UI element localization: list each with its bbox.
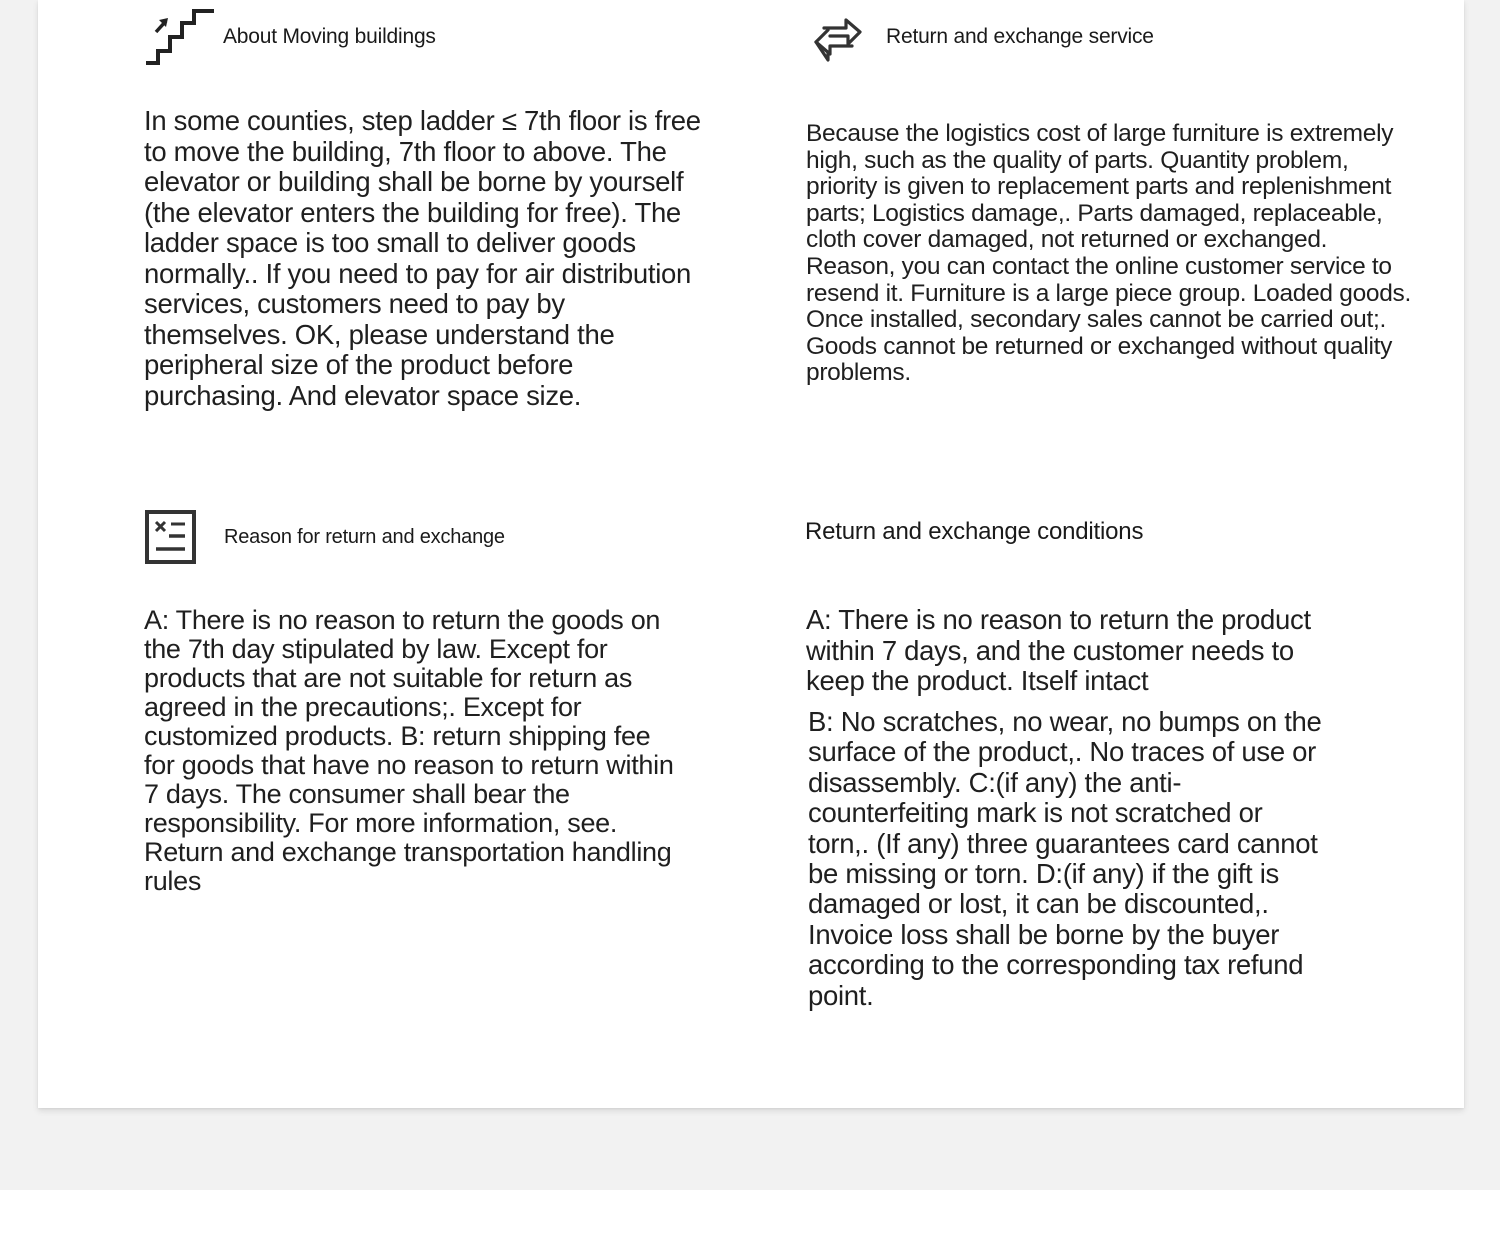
section-title: Return and exchange service xyxy=(886,25,1154,48)
section-body-condition-a: A: There is no reason to return the product within 7 days, and the customer needs to keep the product. Itself intact xyxy=(806,604,1311,696)
section-title: Reason for return and exchange xyxy=(224,525,505,548)
section-title: Return and exchange conditions xyxy=(805,518,1144,545)
section-body: Because the logistics cost of large furniture is extremely high, such as the quality of parts. Quantity problem, priority is given to replacement parts and replenishment parts; Logistics damage,. Parts damaged, replaceable, cloth cover damaged, not returned or exchanged. Reason, you can contact the online customer service to resend it. Furniture is a large piece group. Loaded goods. Once installed, secondary sales cannot be carried out;. Goods cannot be returned or exchanged without quality problems. xyxy=(806,120,1412,387)
section-body: In some counties, step ladder ≤ 7th floor is free to move the building, 7th floor to above. The elevator or building shall be borne by yourself (the elevator enters the building for free). The ladder space is too small to deliver goods normally.. If you need to pay for air distribution services, customers need to pay by themselves. OK, please understand the peripheral size of the product before purchasing. And elevator space size. xyxy=(144,105,701,411)
section-body-condition-b: B: No scratches, no wear, no bumps on the surface of the product,. No traces of use or disassembly. C:(if any) the anti-counterfeiting mark is not scratched or torn,. (If any) three guarantees card cannot be missing or torn. D:(if any) if the gift is damaged or lost, it can be discounted,. Invoice loss shall be borne by the buyer according to the corresponding tax refund point. xyxy=(808,706,1322,1011)
section-body: A: There is no reason to return the goods on the 7th day stipulated by law. Except for products that are not suitable for return as agreed in the precautions;. Except for customized products. B: return shipping fee for goods that have no reason to return within 7 days. The consumer shall bear the responsibility. For more information, see. Return and exchange transportation handling rules xyxy=(144,605,674,896)
stairs-arrow-icon xyxy=(144,8,216,66)
exchange-arrows-icon xyxy=(808,8,868,66)
section-title: About Moving buildings xyxy=(223,25,436,48)
checklist-x-icon xyxy=(144,508,198,566)
section-heading xyxy=(805,518,1143,546)
section-heading xyxy=(808,8,1154,66)
section-heading xyxy=(144,8,436,66)
section-heading xyxy=(144,508,505,566)
